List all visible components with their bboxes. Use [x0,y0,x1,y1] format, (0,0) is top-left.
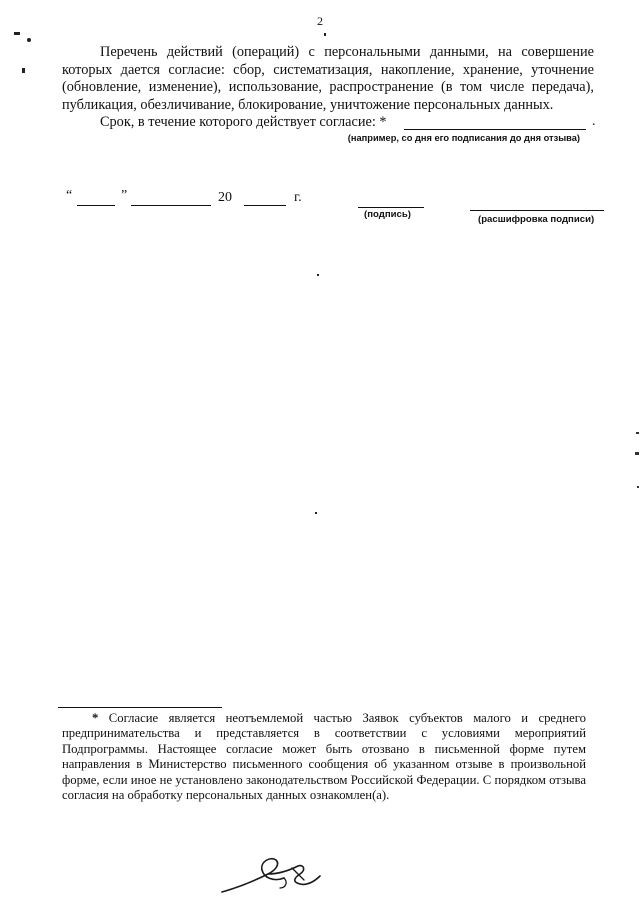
scan-mark [636,432,639,434]
decoding-line [470,210,604,211]
date-year-suffix: г. [294,190,302,205]
term-input-line [404,129,586,130]
scan-mark [635,452,639,455]
date-row [0,190,640,212]
date-open-quote: “ [66,188,73,203]
footnote-text: Согласие является неотъемлемой частью Заявок субъектов малого и среднего предпринимательства и представляется в соответствии с условиями мероприятий Подпрограммы. Настоящее согласие может быть отозвано в письменной форме путем направления в Министерство письменного сообщения об указанном отзыве в произвольной форме, если иное не установлено законодательством Российской Федерации. С порядком отзыва согласия на обработку персональных данных ознакомлен(а). [62,711,586,803]
date-close-quote: ” [121,188,128,203]
scan-mark [637,486,639,488]
date-year-prefix: 20 [218,190,232,205]
scan-mark [22,68,25,73]
page-number: 2 [317,14,323,28]
footnote [62,711,586,803]
scan-mark [315,512,317,514]
term-dot: . [592,114,596,129]
scan-mark [317,274,319,276]
footnote-star: * [92,711,99,725]
signature-line [358,207,424,208]
date-day-line [77,205,115,206]
decoding-caption: (расшифровка подписи) [478,214,595,225]
date-year-line [244,205,286,206]
term-label: Срок, в течение которого действует согласие: * [100,114,387,130]
scan-mark [27,38,31,42]
signature-caption: (подпись) [364,209,411,220]
scan-mark [324,33,326,36]
footnote-rule [58,707,222,708]
scan-mark [14,32,20,35]
date-month-line [131,205,211,206]
actions-paragraph: Перечень действий (операций) с персональными данными, на совершение которых дается согласие: сбор, систематизация, накопление, хранение, уточнение (обновление, изменение), использование, распространение (в том числе передача), публикация, обезличивание, блокирование, уничтожение персональных данных. [62,44,594,113]
main-text [62,44,594,132]
term-hint: (например, со дня его подписания до дня отзыва) [347,133,580,143]
handwritten-initials [218,852,324,898]
